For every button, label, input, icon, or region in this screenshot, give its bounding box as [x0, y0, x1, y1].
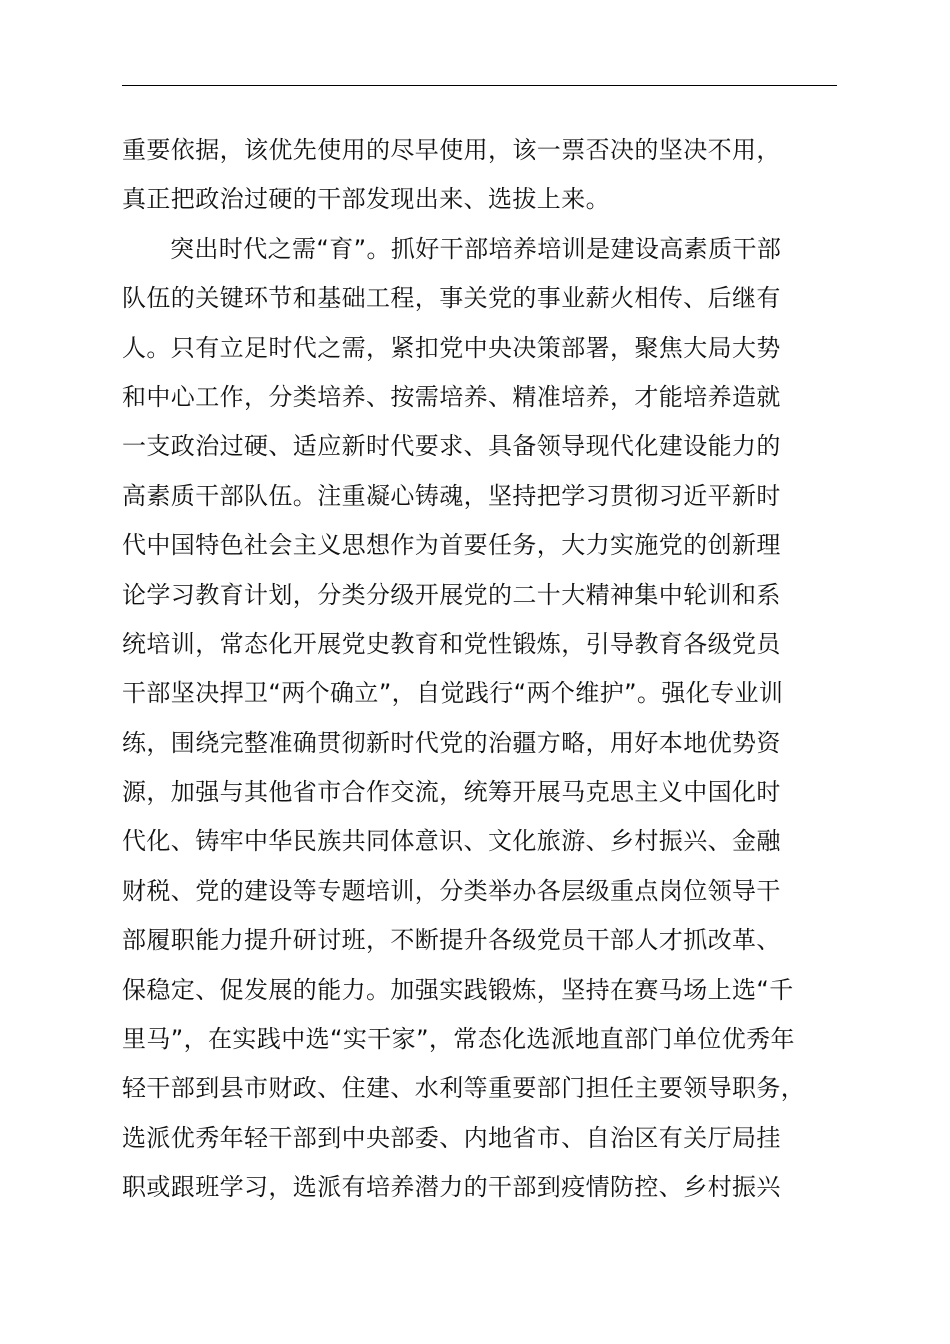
text-line: 代中国特色社会主义思想作为首要任务，大力实施党的创新理	[122, 531, 781, 560]
paragraph-start-line: 突出时代之需“育”。抓好干部培养培训是建设高素质干部	[170, 234, 782, 263]
text-line: 轻干部到县市财政、住建、水利等重要部门担任主要领导职务，	[122, 1074, 806, 1103]
document-body	[122, 126, 842, 1213]
text-line: 代化、铸牢中华民族共同体意识、文化旅游、乡村振兴、金融	[122, 827, 781, 856]
text-line: 练，围绕完整准确贯彻新时代党的治疆方略，用好本地优势资	[122, 728, 781, 757]
text-line: 部履职能力提升研讨班，不断提升各级党员干部人才抓改革、	[122, 926, 781, 955]
text-line: 里马”，在实践中选“实干家”，常态化选派地直部门单位优秀年	[122, 1025, 795, 1054]
header-rule	[122, 85, 837, 86]
text-line: 财税、党的建设等专题培训，分类举办各层级重点岗位领导干	[122, 876, 781, 905]
text-line: 队伍的关键环节和基础工程，事关党的事业薪火相传、后继有	[122, 284, 781, 313]
text-line: 职或跟班学习，选派有培养潜力的干部到疫情防控、乡村振兴	[122, 1173, 781, 1202]
text-line: 统培训，常态化开展党史教育和党性锻炼，引导教育各级党员	[122, 629, 781, 658]
text-line: 干部坚决捍卫“两个确立”，自觉践行“两个维护”。强化专业训	[122, 679, 784, 708]
text-line: 真正把政治过硬的干部发现出来、选拔上来。	[122, 185, 610, 214]
text-line: 论学习教育计划，分类分级开展党的二十大精神集中轮训和系	[122, 580, 781, 609]
text-line: 人。只有立足时代之需，紧扣党中央决策部署，聚焦大局大势	[122, 333, 781, 362]
text-line: 高素质干部队伍。注重凝心铸魂，坚持把学习贯彻习近平新时	[122, 481, 781, 510]
text-line: 保稳定、促发展的能力。加强实践锻炼，坚持在赛马场上选“千	[122, 975, 794, 1004]
text-line: 和中心工作，分类培养、按需培养、精准培养，才能培养造就	[122, 382, 781, 411]
text-line: 选派优秀年轻干部到中央部委、内地省市、自治区有关厅局挂	[122, 1123, 781, 1152]
text-line: 一支政治过硬、适应新时代要求、具备领导现代化建设能力的	[122, 432, 781, 461]
text-line: 重要依据，该优先使用的尽早使用，该一票否决的坚决不用，	[122, 136, 781, 164]
text-line: 源，加强与其他省市合作交流，统筹开展马克思主义中国化时	[122, 778, 781, 807]
